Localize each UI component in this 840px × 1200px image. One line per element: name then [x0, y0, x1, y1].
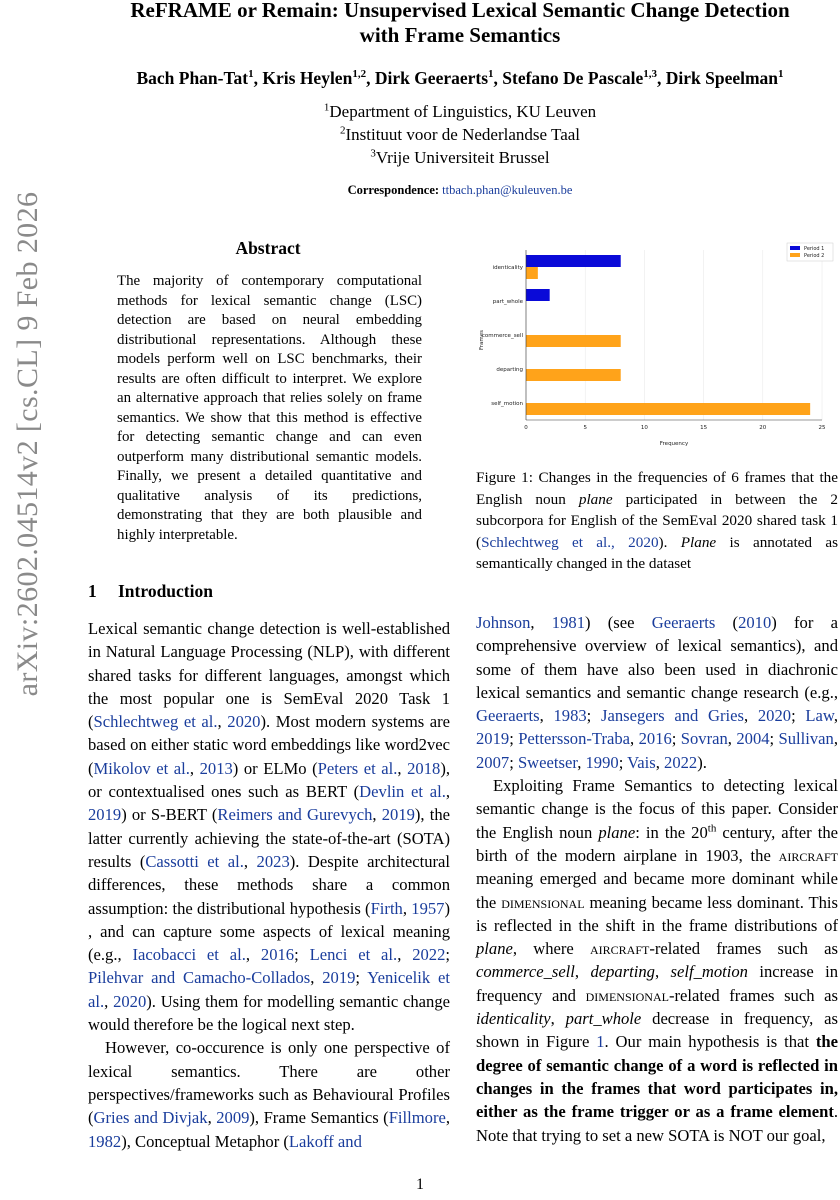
body-column-right	[476, 611, 838, 1147]
citation-link[interactable]: Sullivan	[778, 729, 834, 749]
body-paragraph: Exploiting Frame Semantics to detecting lexical semantic change is the focus of this paper. Consider the English noun plane: in the 20th century, after the birth of the modern airplane in 1903, the aircraft meaning emerged and became more dominant while the dimensional meaning became less dominant. This is reflected in the shift in the frame distributions of plane, where aircraft-related frames such as commerce_sell, departing, self_motion increase in frequency and dimensional-related frames such as identicality, part_whole decrease in frequency, as shown in Figure 1. Our main hypothesis is that the degree of semantic change of a word is reflected in changes in the frames that word participates in, either as the frame trigger or as a frame element. Note that trying to set a new SOTA is NOT our goal,	[476, 776, 839, 1145]
y-tick-labels	[482, 265, 524, 407]
author-list: Bach Phan-Tat$^1$, Kris Heylen$^{1,2}$, Dirk Geeraerts$^1$, Stefano De Pascale$^{1,3}$, Dirk Speelman$^1$	[136, 68, 784, 88]
page-number: 1	[416, 1176, 424, 1193]
y-tick-label: departing	[496, 367, 523, 373]
y-tick-label: commerce_sell	[481, 333, 523, 339]
x-tick-label: 10	[640, 425, 648, 431]
citation-link[interactable]: Sovran	[680, 729, 728, 749]
bar-departing-period-2	[526, 369, 621, 381]
author-sup: 1	[488, 68, 494, 81]
y-tick-label: part_whole	[492, 299, 523, 305]
author-sup: 1	[248, 68, 254, 81]
x-tick-label: 0	[524, 425, 528, 431]
title-line-1: ReFRAME or Remain: Unsupervised Lexical Semantic Change Detection	[130, 0, 790, 22]
author-sup: 1	[778, 68, 784, 81]
author-sup: 1,3	[643, 68, 657, 81]
body-paragraph: Lexical semantic change detection is well-established in Natural Language Processing (NLP), with different shared tasks for different languages, amongst which the most popular one is SemEval 2020 Task 1 (Schlechtweg et al., 2020). Most modern systems are based on either static word embeddings like word2vec (Mikolov et al., 2013) or ELMo (Peters et al., 2018), or contextualised ones such as BERT (Devlin et al., 2019) or S-BERT (Reimers and Gurevych, 2019), the latter currently achieving the state-of-the-art (SOTA) results (Cassotti et al., 2023). Despite architectural differences, these methods share a common assumption: the distributional hypothesis (Firth, 1957) , and can capture some aspects of lexical meaning (e.g., Iacobacci et al., 2016; Lenci et al., 2022; Pilehvar and Camacho-Collados, 2019; Yenicelik et al., 2020). Using them for modelling semantic change would therefore be the logical next step.	[88, 619, 451, 1035]
x-axis-label: Frequency	[659, 441, 689, 447]
correspondence-email-link[interactable]: ttbach.phan@kuleuven.be	[442, 183, 573, 197]
bar-self_motion-period-2	[526, 403, 810, 415]
title-line-2: with Frame Semantics	[359, 23, 561, 47]
citation-link[interactable]: Jansegers and Gries	[601, 706, 744, 726]
citation-link[interactable]: Iacobacci et al.	[132, 945, 246, 965]
author: Dirk Geeraerts	[374, 68, 489, 88]
section-title: Introduction	[118, 581, 213, 601]
author: Kris Heylen	[262, 68, 353, 88]
bar-identicality-period-2	[526, 267, 538, 279]
figure-1-caption: Figure 1: Changes in the frequencies of 6 frames that the English noun plane participated in between the 2 subcorpora for English of the SemEval 2020 shared task 1 (Schlechtweg et al., 2020). Plane is annotated as semantically changed in the dataset	[476, 469, 838, 572]
citation-link[interactable]: Law	[805, 706, 834, 726]
x-tick-label: 25	[818, 425, 826, 431]
affiliations	[80, 100, 840, 169]
citation-link[interactable]: Fillmore	[388, 1108, 446, 1128]
author: Dirk Speelman	[665, 68, 779, 88]
figure-ref-link[interactable]: 1	[596, 1032, 605, 1052]
affiliation: $^2$Instituut voor de Nederlandse Taal	[339, 124, 581, 144]
citation-link[interactable]: Pettersson-Traba	[518, 729, 631, 749]
citation-link[interactable]: Peters et al.	[317, 758, 398, 778]
section-heading-introduction	[88, 581, 213, 602]
x-tick-label: 15	[700, 425, 708, 431]
x-tick-labels	[524, 425, 826, 431]
body-paragraph: Johnson, 1981) (see Geeraerts (2010) for a comprehensive overview of lexical semantics), and some of them have also been used in diachronic lexical semantics and semantic change research (e.g., Geeraerts, 1983; Jansegers and Gries, 2020; Law, 2019; Pettersson-Traba, 2016; Sovran, 2004; Sullivan, 2007; Sweetser, 1990; Vais, 2022).	[476, 613, 839, 772]
author-sup: 1,2	[352, 68, 367, 81]
correspondence-label: Correspondence:	[347, 183, 440, 197]
citation-link[interactable]: Geeraerts	[476, 706, 540, 726]
citation-link[interactable]: Cassotti et al.	[145, 851, 244, 871]
citation-link[interactable]: Pilehvar and Camacho-Collados	[88, 968, 311, 988]
abstract-heading: Abstract	[235, 238, 301, 258]
body-paragraph: However, co-occurence is only one perspective of lexical semantics. There are other perspectives/frameworks such as Behavioural Profiles (Gries and Divjak, 2009), Frame Semantics (Fillmore, 1982), Conceptual Metaphor (Lakoff and	[88, 1038, 450, 1151]
figure-1-chart	[475, 240, 837, 447]
arxiv-side-stamp: arXiv:2602.04514v2 [cs.CL] 9 Feb 2026	[11, 191, 44, 697]
bar-commerce_sell-period-2	[526, 335, 621, 347]
citation-link[interactable]: Firth	[370, 898, 403, 918]
y-tick-label: self_motion	[491, 401, 523, 407]
legend-swatch-period-1	[790, 246, 800, 250]
bar-part_whole-period-1	[526, 289, 550, 301]
paper-title	[80, 0, 840, 48]
x-tick-label: 20	[759, 425, 767, 431]
citation-link[interactable]: Vais	[627, 752, 656, 772]
citation-link[interactable]: Devlin et al.	[359, 782, 446, 802]
citation-link[interactable]: Geeraerts	[651, 613, 716, 632]
author: Stefano De Pascale	[502, 68, 644, 88]
y-axis-label: Frames	[479, 329, 485, 351]
citation-link[interactable]: Reimers and Gurevych	[217, 805, 373, 825]
citation-link[interactable]: Yenicelik et al.	[88, 968, 450, 1011]
author: Bach Phan-Tat	[136, 68, 249, 88]
citation-link[interactable]: Schlechtweg et al.	[93, 712, 218, 732]
citation-link[interactable]: Lakoff and	[288, 1131, 362, 1151]
citation-link[interactable]: Lenci et al.	[309, 945, 398, 965]
section-number: 1	[88, 581, 97, 601]
legend	[787, 243, 833, 261]
abstract-text: The majority of contemporary computational methods for lexical semantic change (LSC) detection are based on neural embedding distributional representations. Although these models perform well on LSC benchmarks, their results are often difficult to interpret. We explore an alternative approach that relies solely on frame semantics. We show that this method is effective for detecting semantic change and can even outperform many distributional semantic models. Finally, we present a detailed quantitative and qualitative analysis of its predictions, demonstrating that they are both plausible and highly interpretable.	[117, 273, 422, 543]
legend-label-period-2: Period 2	[804, 253, 825, 259]
legend-swatch-period-2	[790, 253, 800, 257]
y-tick-label: identicality	[492, 265, 523, 271]
bar-identicality-period-1	[526, 255, 621, 267]
citation-link[interactable]: Sweetser	[517, 752, 578, 772]
citation-link[interactable]: Mikolov et al.	[93, 758, 190, 778]
bars	[526, 255, 810, 415]
citation-link[interactable]: Gries and Divjak	[93, 1108, 208, 1128]
body-column-left	[88, 617, 450, 1153]
legend-label-period-1: Period 1	[804, 246, 825, 252]
affiliation: $^3$Vrije Universiteit Brussel	[370, 147, 550, 167]
affiliation: $^1$Department of Linguistics, KU Leuven	[323, 101, 597, 121]
correspondence	[80, 183, 840, 198]
x-tick-label: 5	[583, 425, 587, 431]
citation-link[interactable]: Schlechtweg et al., 2020	[481, 533, 659, 551]
citation-link[interactable]: Johnson	[476, 613, 531, 632]
